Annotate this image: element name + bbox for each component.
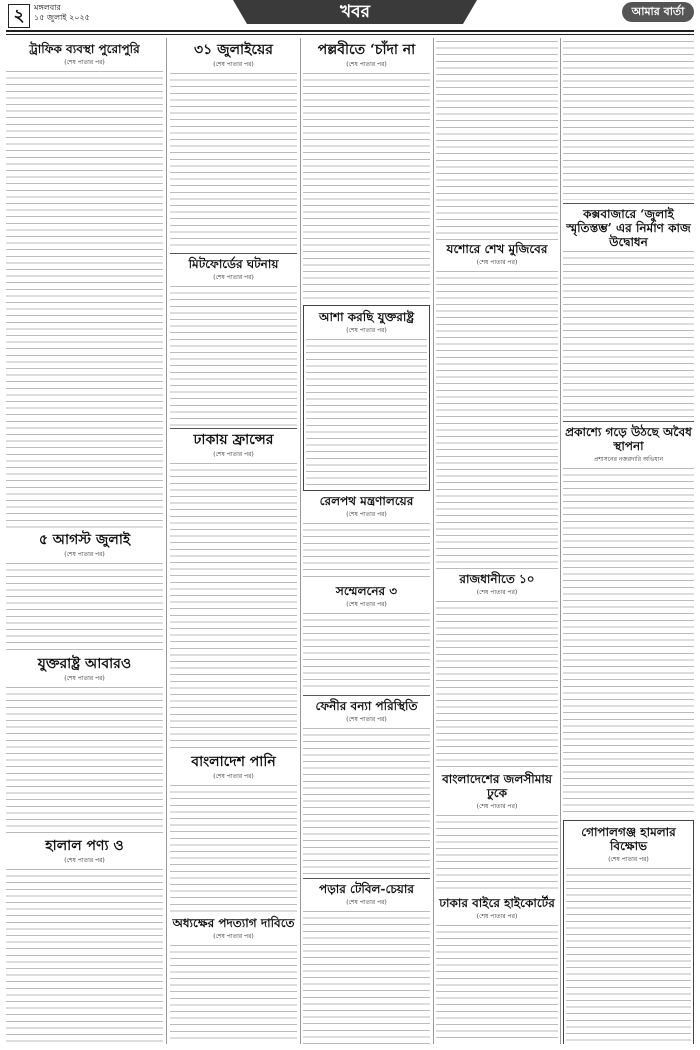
continuation-note: (শেষ পাতার পর) — [476, 259, 518, 266]
article-jalsima — [436, 772, 558, 894]
continuation-note: (শেষ পাতার পর) — [346, 716, 387, 723]
continuation-note: (শেষ পাতার পর) — [213, 933, 254, 940]
headline: মিটফোর্ডের ঘটনায় — [188, 257, 279, 271]
article-sanmelan — [303, 584, 430, 692]
headline: যুক্তরাষ্ট্র আবারও — [37, 656, 132, 672]
column-separator — [166, 38, 167, 1044]
headline: পল্লবীতে ‘চাঁদা না — [317, 42, 416, 58]
article-five-august — [6, 532, 163, 654]
article-adhyaksha — [170, 916, 297, 1044]
headline: ঢাকার বাইরে হাইকোর্টের — [439, 896, 555, 910]
body-text — [303, 910, 430, 1044]
headline: বাংলাদেশ পানি — [191, 754, 276, 770]
body-text — [170, 462, 297, 752]
article-mitford — [170, 253, 297, 429]
column-separator — [560, 38, 561, 1044]
body-text — [6, 70, 163, 530]
article-jessore — [436, 242, 558, 570]
article-asha — [303, 305, 430, 491]
headline: প্রকাশ্যে গড়ে উঠছে অবৈধ স্থাপনা — [565, 425, 692, 453]
body-text — [170, 944, 297, 1044]
continuation-note: (শেষ পাতার পর) — [346, 899, 387, 906]
column-4 — [436, 40, 558, 1044]
headline: গোপালগঞ্জ হামলার বিক্ষোভ — [581, 825, 676, 853]
body-text — [6, 686, 163, 836]
headline: বাংলাদেশের জলসীমায় ঢুকে — [442, 772, 552, 800]
body-text — [306, 338, 427, 488]
continuation-note: (শেষ পাতার পর) — [608, 856, 649, 863]
article-prakashye — [563, 425, 694, 817]
column-3 — [303, 40, 430, 1044]
body-text — [436, 924, 558, 1044]
body-text — [563, 467, 694, 817]
body-text — [303, 727, 430, 877]
body-text — [436, 270, 558, 570]
header-rule-thin — [6, 34, 694, 35]
continuation-note: (শেষ পাতার পর) — [476, 913, 518, 920]
headline: অধ্যক্ষের পদত্যাগ দাবিতে — [172, 916, 295, 930]
column-separator — [300, 38, 301, 1044]
article-palli — [303, 42, 430, 302]
column-separator — [433, 38, 434, 1044]
continuation-note: (শেষ পাতার পর) — [346, 327, 387, 334]
headline: ৩১ জুলাইয়ের — [194, 42, 273, 58]
continuation-note: (শেষ পাতার পর) — [213, 773, 254, 780]
article-feni — [303, 695, 430, 879]
column-5 — [563, 40, 694, 1044]
weekday: মঙ্গলবার — [34, 3, 61, 12]
body-text — [436, 600, 558, 770]
headline: কক্সবাজারে ‘জুলাই স্মৃতিস্তম্ভ’ এর নির্মাণ কাজ উদ্বোধন — [566, 207, 691, 249]
continuation-note: (শেষ পাতার পর) — [64, 59, 105, 66]
body-text — [170, 784, 297, 914]
body-text — [563, 40, 694, 200]
headline: যশোরে শেখ মুজিবের — [446, 242, 548, 256]
page-number: ২ — [8, 4, 30, 28]
article-coxs — [563, 203, 694, 422]
article-dhaka-highcourt — [436, 896, 558, 1044]
headline: ট্রাফিক ব্যবস্থা পুরোপুরি — [29, 42, 140, 56]
newspaper-logo: আমার বার্তা — [622, 2, 694, 22]
continuation-note: (শেষ পাতার পর) — [64, 551, 105, 558]
continuation-note: (শেষ পাতার পর) — [213, 61, 254, 68]
headline: হালাল পণ্য ও — [45, 838, 124, 854]
subheadline: প্রশাসনের নজরদারি অভিযান — [593, 456, 664, 463]
body-text — [303, 612, 430, 692]
headline: রাজধানীতে ১০ — [459, 572, 535, 586]
body-text — [170, 285, 297, 427]
body-text — [436, 40, 558, 240]
header-rule — [6, 30, 694, 32]
article-gopalganj — [563, 820, 694, 1044]
continuation-note: (শেষ পাতার পর) — [346, 61, 387, 68]
issue-date — [34, 3, 90, 23]
continuation-note: (শেষ পাতার পর) — [213, 451, 254, 458]
section-banner: খবর — [247, 0, 463, 24]
article-traffic — [6, 42, 163, 530]
article-halal — [6, 838, 163, 1044]
continuation-note: (শেষ পাতার পর) — [64, 857, 105, 864]
body-text — [6, 868, 163, 1044]
text-lines — [6, 70, 163, 530]
continuation-note: (শেষ পাতার পর) — [346, 511, 387, 518]
headline: ৫ আগস্ট জুলাই — [38, 532, 131, 548]
headline: রেলপথ মন্ত্রণালয়ের — [319, 494, 414, 508]
continuation-note: (শেষ পাতার পর) — [346, 601, 387, 608]
continuation-note: (শেষ পাতার পর) — [213, 274, 254, 281]
headline: ঢাকায় ফ্রান্সের — [193, 432, 274, 448]
body-text — [436, 814, 558, 894]
date: ১৫ জুলাই ২০২৫ — [34, 13, 90, 22]
body-text — [170, 72, 297, 250]
body-text — [303, 522, 430, 582]
article-rajshahi — [436, 572, 558, 770]
continuation-note: (শেষ পাতার পর) — [64, 675, 105, 682]
continuation-note: (শেষ পাতার পর) — [476, 803, 518, 810]
headline: পড়ার টেবিল-চেয়ার — [319, 882, 414, 896]
article-jukti — [6, 656, 163, 836]
article-july31 — [170, 42, 297, 250]
body-text — [563, 250, 694, 420]
column-2 — [170, 40, 297, 1044]
headline: আশা করছি যুক্তরাষ্ট্র — [319, 310, 414, 324]
body-text — [566, 867, 691, 1044]
continuation-note: (শেষ পাতার পর) — [476, 589, 518, 596]
article-railway — [303, 494, 430, 582]
article-porar-table — [303, 882, 430, 1044]
article-dhaka-france — [170, 432, 297, 752]
headline: সম্মেলনের ৩ — [335, 584, 398, 598]
body-text — [6, 562, 163, 654]
column-1 — [6, 40, 163, 1044]
headline: ফেনীর বন্যা পরিস্থিতি — [315, 699, 418, 713]
article-bangladesh-water — [170, 754, 297, 914]
body-text — [303, 72, 430, 302]
